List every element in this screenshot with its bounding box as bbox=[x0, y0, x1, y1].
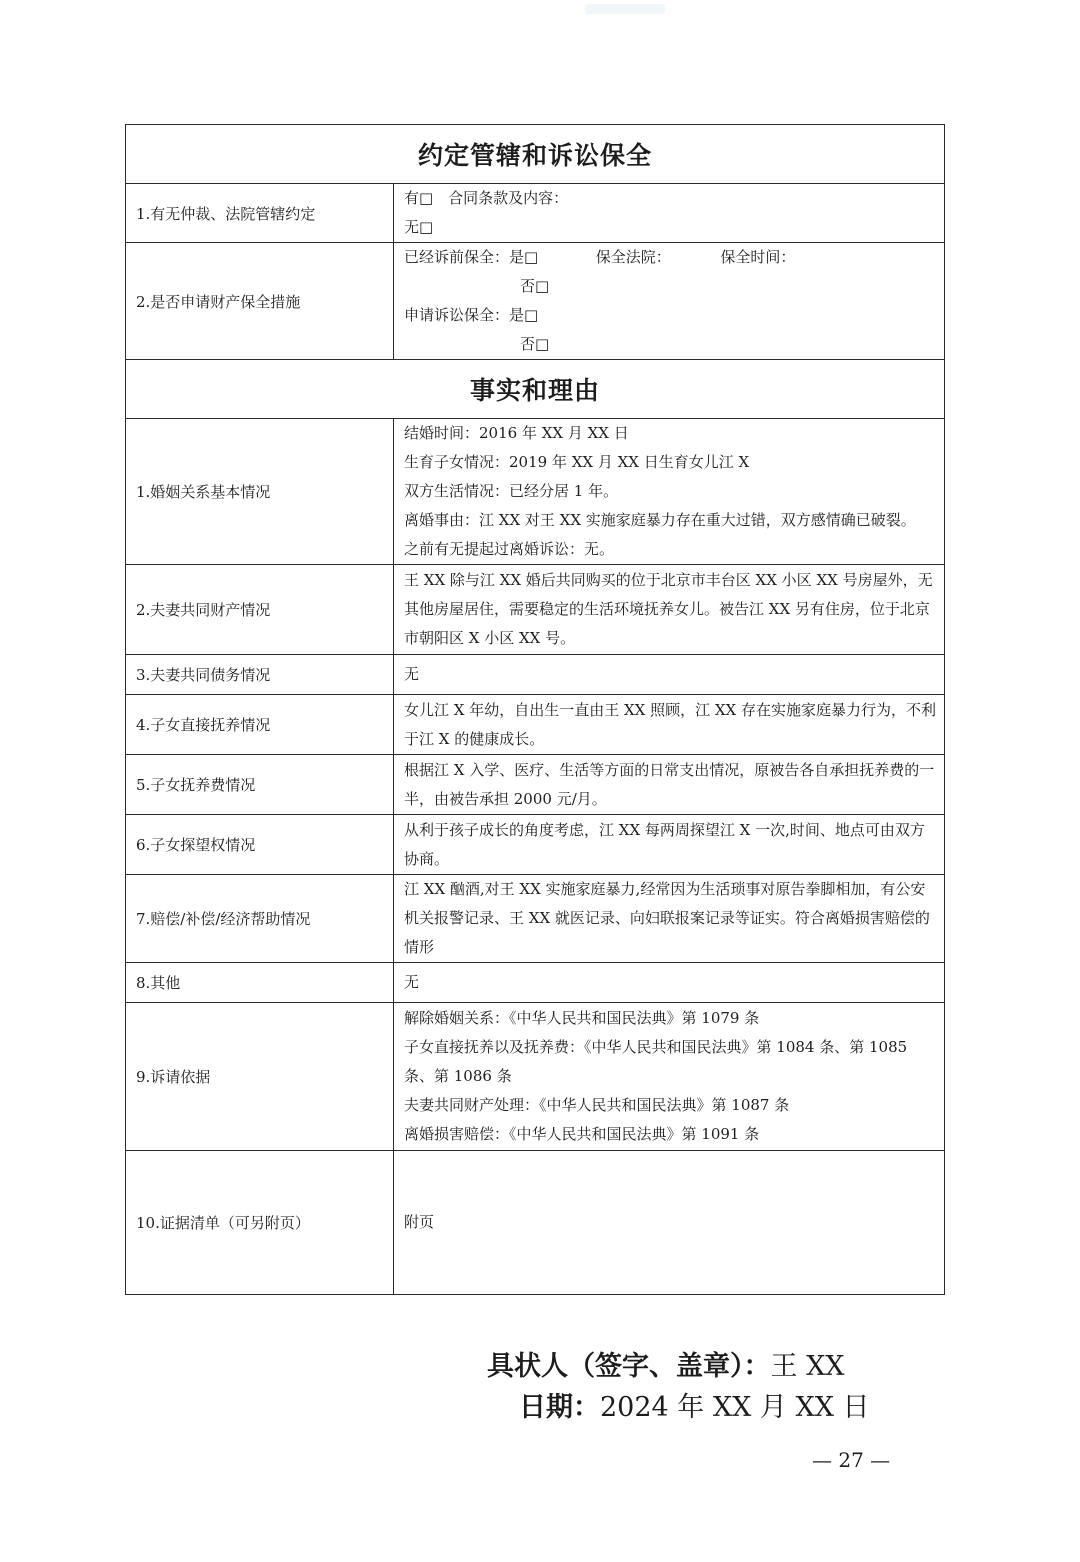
table-row bbox=[126, 655, 945, 695]
content-line: 双方生活情况：已经分居 1 年。 bbox=[404, 482, 619, 500]
row-label: 10.证据清单（可另附页） bbox=[126, 1151, 394, 1295]
row-label: 9.诉请依据 bbox=[126, 1003, 394, 1151]
table-row bbox=[126, 963, 945, 1003]
table-row bbox=[126, 419, 945, 565]
scan-artifact bbox=[585, 4, 665, 14]
content-line: 夫妻共同财产处理：《中华人民共和国民法典》第 1087 条 bbox=[404, 1096, 790, 1114]
section-title: 事实和理由 bbox=[126, 360, 945, 419]
table-row bbox=[126, 755, 945, 815]
content-line: 条、第 1086 条 bbox=[404, 1067, 512, 1085]
date-value: 2024 年 XX 月 XX 日 bbox=[600, 1392, 870, 1423]
content-line: 离婚损害赔偿：《中华人民共和国民法典》第 1091 条 bbox=[404, 1125, 760, 1143]
row-label: 5.子女抚养费情况 bbox=[126, 755, 394, 815]
date-label: 日期： bbox=[519, 1392, 600, 1423]
table-row bbox=[126, 1151, 945, 1295]
row-content: 无 bbox=[394, 963, 945, 1003]
row-content: 女儿江 X 年幼，自出生一直由王 XX 照顾，江 XX 存在实施家庭暴力行为，不利于江 X 的健康成长。 bbox=[394, 695, 945, 755]
row-label: 1.有无仲裁、法院管辖约定 bbox=[126, 184, 394, 243]
row-label: 7.赔偿/补偿/经济帮助情况 bbox=[126, 875, 394, 963]
content-line: 生育子女情况：2019 年 XX 月 XX 日生育女儿江 X bbox=[404, 453, 750, 471]
content-line: 解除婚姻关系：《中华人民共和国民法典》第 1079 条 bbox=[404, 1009, 760, 1027]
row-content bbox=[394, 184, 945, 243]
row-label: 2.是否申请财产保全措施 bbox=[126, 243, 394, 360]
content-line: 离婚事由：江 XX 对王 XX 实施家庭暴力存在重大过错，双方感情确已破裂。 bbox=[404, 511, 916, 529]
table-row bbox=[126, 565, 945, 655]
content-line: 子女直接抚养以及抚养费：《中华人民共和国民法典》第 1084 条、第 1085 bbox=[404, 1038, 908, 1056]
signer-name: 王 XX bbox=[770, 1351, 845, 1382]
checkbox-line-yes[interactable]: 有□ 合同条款及内容： bbox=[404, 189, 569, 207]
table-row bbox=[126, 695, 945, 755]
row-label: 1.婚姻关系基本情况 bbox=[126, 419, 394, 565]
page-number: — 27 — bbox=[812, 1448, 891, 1472]
content-line: 结婚时间：2016 年 XX 月 XX 日 bbox=[404, 424, 629, 442]
row-content: 附页 bbox=[394, 1151, 945, 1295]
complaint-form-table bbox=[125, 124, 945, 1295]
content-line: 之前有无提起过离婚诉讼：无。 bbox=[404, 540, 615, 558]
row-content bbox=[394, 419, 945, 565]
row-content: 无 bbox=[394, 655, 945, 695]
row-content: 王 XX 除与江 XX 婚后共同购买的位于北京市丰台区 XX 小区 XX 号房屋外，无其他房屋居住，需要稳定的生活环境抚养女儿。被告江 XX 另有住房，位于北京市朝阳区 X 小区 XX 号。 bbox=[394, 565, 945, 655]
table-row bbox=[126, 184, 945, 243]
section-header-jurisdiction bbox=[126, 125, 945, 184]
pre-suit-preservation-no[interactable]: 否□ bbox=[520, 277, 550, 295]
preservation-time-label: 保全时间： bbox=[720, 248, 796, 266]
litigation-preservation-no[interactable]: 否□ bbox=[520, 335, 550, 353]
row-label: 3.夫妻共同债务情况 bbox=[126, 655, 394, 695]
checkbox-line-no[interactable]: 无□ bbox=[404, 218, 434, 236]
signer-label: 具状人（签字、盖章）： bbox=[487, 1351, 771, 1382]
signer-line bbox=[487, 1344, 845, 1383]
row-content: 从利于孩子成长的角度考虑，江 XX 每两周探望江 X 一次,时间、地点可由双方协商。 bbox=[394, 815, 945, 875]
row-content: 江 XX 酗酒,对王 XX 实施家庭暴力,经常因为生活琐事对原告拳脚相加，有公安机关报警记录、王 XX 就医记录、向妇联报案记录等证实。符合离婚损害赔偿的情形 bbox=[394, 875, 945, 963]
pre-suit-preservation-yes[interactable]: 已经诉前保全：是□ bbox=[404, 248, 539, 266]
litigation-preservation-yes[interactable]: 申请诉讼保全：是□ bbox=[404, 306, 539, 324]
date-line bbox=[519, 1385, 870, 1424]
row-label: 8.其他 bbox=[126, 963, 394, 1003]
row-content bbox=[394, 1003, 945, 1151]
row-label: 4.子女直接抚养情况 bbox=[126, 695, 394, 755]
preservation-court-label: 保全法院： bbox=[595, 248, 671, 266]
section-header-facts bbox=[126, 360, 945, 419]
row-label: 6.子女探望权情况 bbox=[126, 815, 394, 875]
row-content: 根据江 X 入学、医疗、生活等方面的日常支出情况，原被告各自承担抚养费的一半，由被告承担 2000 元/月。 bbox=[394, 755, 945, 815]
table-row bbox=[126, 815, 945, 875]
table-row bbox=[126, 1003, 945, 1151]
table-row bbox=[126, 243, 945, 360]
row-content bbox=[394, 243, 945, 360]
row-label: 2.夫妻共同财产情况 bbox=[126, 565, 394, 655]
table-row bbox=[126, 875, 945, 963]
section-title: 约定管辖和诉讼保全 bbox=[126, 125, 945, 184]
